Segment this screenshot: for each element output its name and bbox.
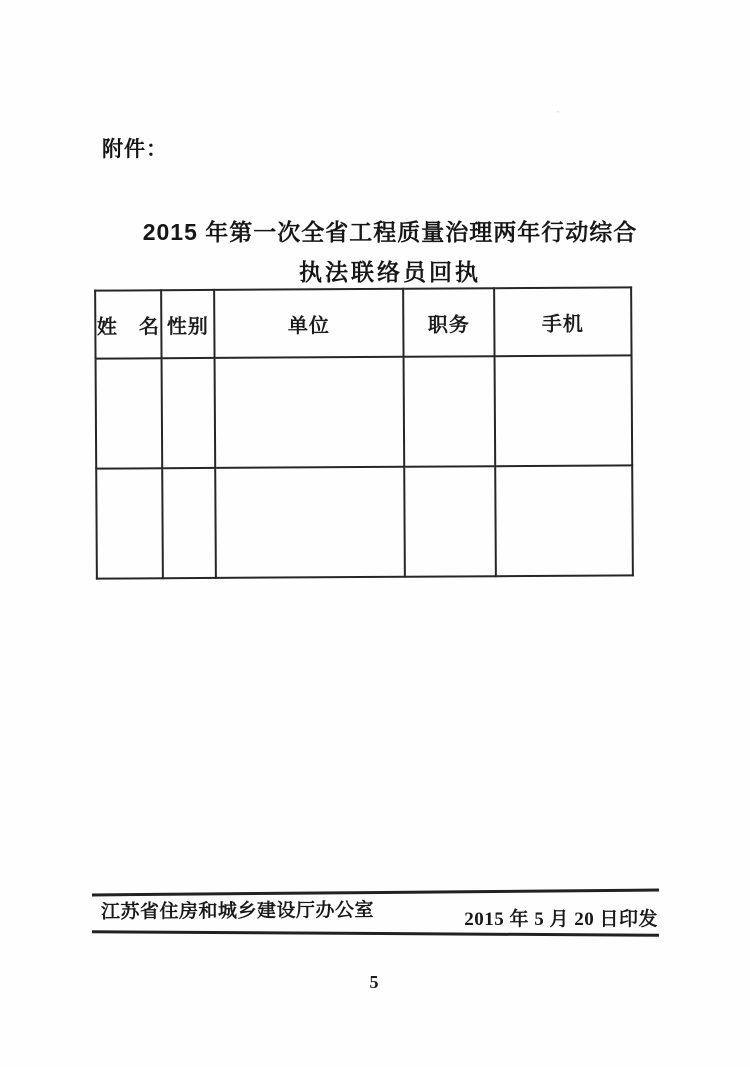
header-cell-gender: 性别 bbox=[161, 290, 214, 358]
header-cell-name: 姓 名 bbox=[95, 290, 161, 358]
title-line-1: 2015 年第一次全省工程质量治理两年行动综合 bbox=[142, 219, 638, 245]
header-cell-phone: 手机 bbox=[494, 287, 631, 356]
title-line-2: 执法联络员回执 bbox=[299, 259, 481, 285]
liaison-receipt-table bbox=[94, 286, 634, 579]
footer-issuer: 江苏省住房和城乡建设厅办公室 bbox=[100, 900, 375, 923]
table-cell bbox=[215, 467, 405, 578]
table-cell bbox=[162, 358, 216, 468]
attachment-label: 附件： bbox=[102, 138, 168, 161]
footer-print-date: 2015 年 5 月 20 日印发 bbox=[464, 909, 658, 930]
footer-top-rule bbox=[92, 889, 659, 896]
table-cell bbox=[495, 355, 633, 466]
table-row bbox=[96, 465, 633, 578]
table-row bbox=[96, 355, 633, 468]
table-cell bbox=[215, 357, 405, 468]
table-cell bbox=[96, 468, 163, 578]
scan-artifact: ᵔ bbox=[555, 107, 560, 121]
table-cell bbox=[404, 356, 496, 467]
header-cell-duty: 职务 bbox=[403, 288, 494, 357]
header-cell-unit: 单位 bbox=[214, 289, 403, 358]
table-header-row bbox=[95, 287, 631, 358]
document-title bbox=[40, 212, 740, 292]
table-cell bbox=[404, 466, 496, 577]
page-number: 5 bbox=[369, 972, 379, 992]
table-cell bbox=[96, 358, 163, 468]
table-cell bbox=[162, 468, 216, 578]
table-cell bbox=[495, 465, 633, 576]
